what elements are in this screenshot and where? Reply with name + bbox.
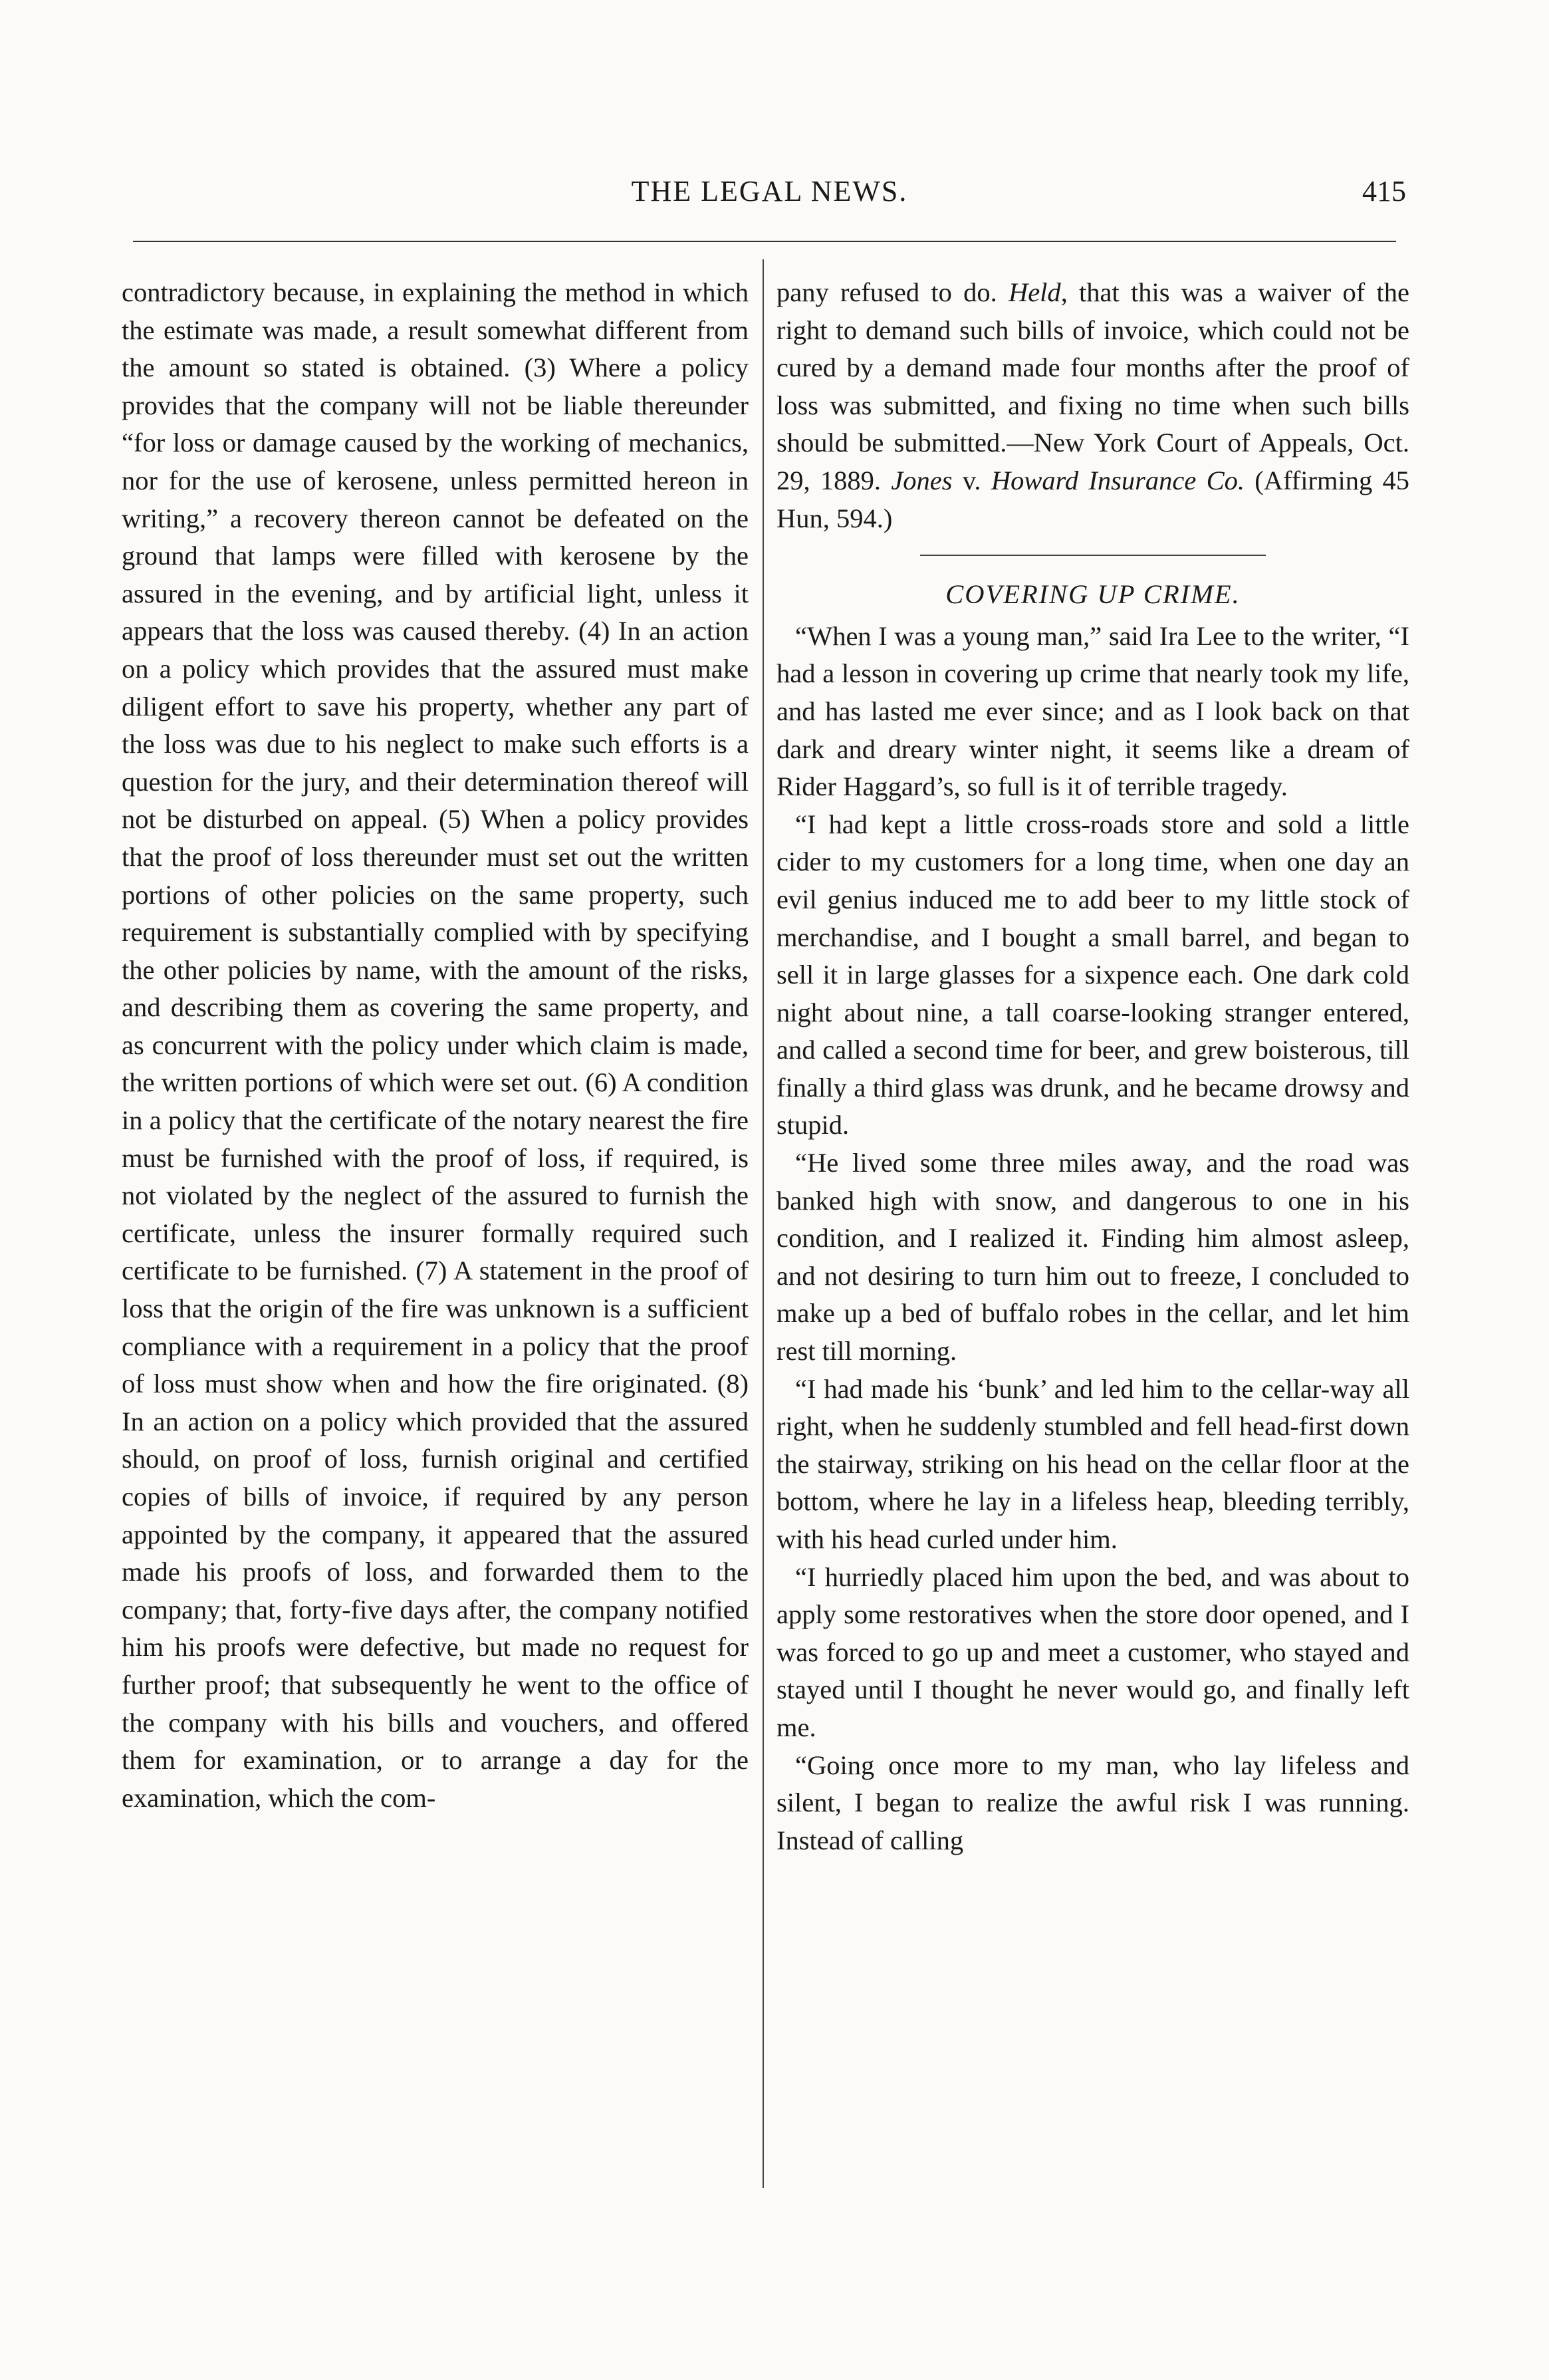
running-head bbox=[133, 174, 1406, 221]
page-number: 415 bbox=[1362, 175, 1406, 207]
column-divider bbox=[763, 259, 764, 2188]
article-paragraph: “When I was a young man,” said Ira Lee to the writer, “I had a lesson in covering up crime that nearly took my life, and has lasted me ever since; and as I look back on that dark and dreary winter night, it seems like a dream of Rider Haggard’s, so full is it of terrible tragedy. bbox=[776, 620, 1409, 802]
article-paragraph: “I had made his ‘bunk’ and led him to the cellar-way all right, when he suddenly stumbled and fell head-first down the stairway, striking on his head on the cellar floor at the bottom, where he lay in a lifeless heap, bleeding terribly, with his head curled under him. bbox=[776, 1373, 1409, 1554]
article-separator-rule bbox=[920, 555, 1266, 556]
left-column-paragraph: contradictory because, in explaining the method in which the estimate was made, a result somewhat different from the amount so stated is obtained. (3) Where a policy provides that the company will not be liable thereunder “for loss or damage caused by the working of mechanics, nor for the use of kerosene, unless permitted hereon in writing,” a recovery thereon cannot be defeated on the ground that lamps were filled with kerosene by the assured in the evening, and by artificial light, unless it appears that the loss was caused thereby. (4) In an action on a policy which provides that the assured must make diligent effort to save his property, whether any part of the loss was due to his neglect to make such efforts is a question for the jury, and their determination thereof will not be disturbed on appeal. (5) When a policy provides that the proof of loss thereunder must set out the written portions of other policies on the same property, such requirement is substantially complied with by specifying the other policies by name, with the amount of the risks, and describing them as covering the same property, and as concurrent with the policy under which claim is made, the written portions of which were set out. (6) A condition in a policy that the certificate of the notary nearest the fire must be furnished with the proof of loss, if required, is not violated by the neglect of the assured to furnish the certificate, unless the insurer formally required such certificate to be furnished. (7) A statement in the proof of loss that the origin of the fire was unknown is a sufficient compliance with a requirement in a policy that the proof of loss must show when and how the fire originated. (8) In an action on a policy which provided that the assured should, on proof of loss, furnish original and certified copies of bills of invoice, if required by any person appointed by the company, it appeared that the assured made his proofs of loss, and forwarded them to the company; that, forty-five days after, the company notified him his proofs were defective, but made no request for further proof; that subsequently he went to the office of the company with his bills and vouchers, and offered them for examination, or to arrange a day for the examination, which the com- bbox=[122, 277, 749, 1813]
article-paragraph: “I had kept a little cross-roads store and sold a little cider to my customers for a long time, when one day an evil genius induced me to add beer to my little stock of merchandise, and I bought a small barrel, and began to sell it in large glasses for a sixpence each. One dark cold night about nine, a tall coarse-looking stranger entered, and called a second time for beer, and grew boisterous, till finally a third glass was drunk, and he became drowsy and stupid. bbox=[776, 809, 1409, 1140]
left-column bbox=[122, 274, 749, 2222]
continuation-before: pany refused to do. bbox=[776, 277, 997, 307]
case-versus: v. bbox=[962, 465, 981, 495]
article-paragraph: “I hurriedly placed him upon the bed, and was about to apply some restoratives when the store door opened, and I was forced to go up and meet a customer, who stayed and stayed until I thought he never would go, and finally left me. bbox=[776, 1561, 1409, 1742]
article-paragraph: “He lived some three miles away, and the road was banked high with snow, and dangerous to one in his condition, and I realized it. Finding him almost asleep, and not desiring to turn him out to freeze, I concluded to make up a bed of buffalo robes in the cellar, and let him rest till morning. bbox=[776, 1148, 1409, 1367]
case-party-2: Howard Insurance Co. bbox=[991, 465, 1245, 495]
article-title: COVERING UP CRIME. bbox=[945, 579, 1241, 610]
case-note: (Affirming 45 Hun, 594.) bbox=[776, 465, 1409, 533]
continuation-after: , that this was a waiver of the right to demand such bills of invoice, which could not be cured by a demand made four months after the proof of loss was submitted, and fixing no time when such bills should be submitted.—New York Court of Appeals, Oct. 29, 1889. bbox=[776, 277, 1409, 495]
right-column bbox=[776, 274, 1409, 2222]
journal-title: THE LEGAL NEWS. bbox=[631, 175, 908, 207]
article-paragraph: “Going once more to my man, who lay lifeless and silent, I began to realize the awful risk I was running. Instead of calling bbox=[776, 1750, 1409, 1855]
case-continuation bbox=[776, 274, 1409, 537]
held-word: Held bbox=[1008, 277, 1061, 307]
header-rule bbox=[133, 241, 1396, 242]
case-party-1: Jones bbox=[891, 465, 953, 495]
